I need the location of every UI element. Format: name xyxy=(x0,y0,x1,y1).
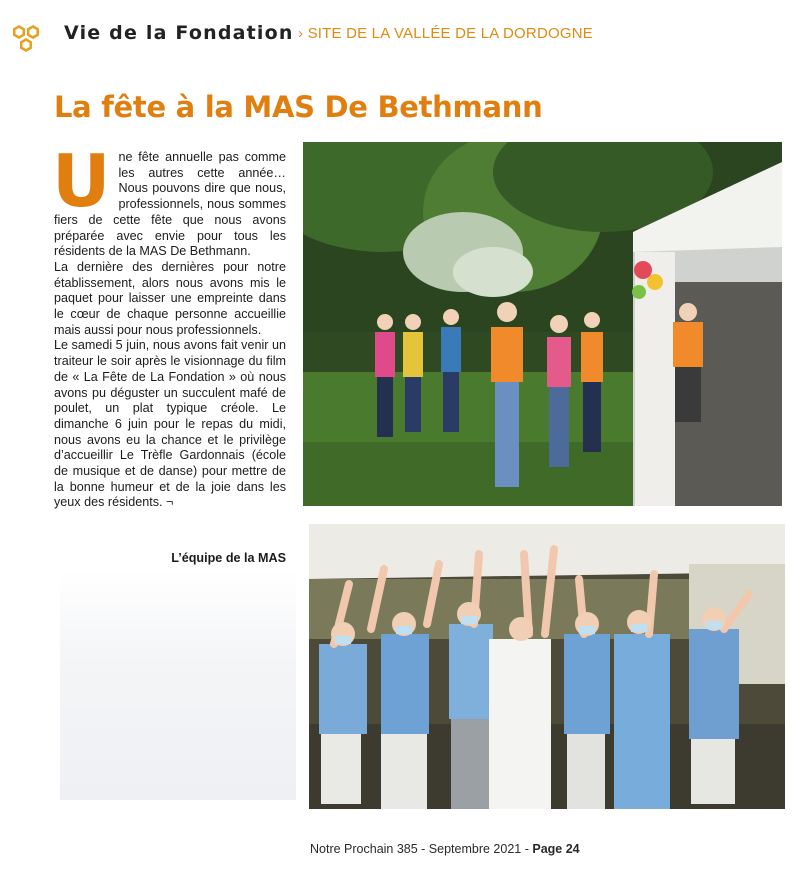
article-paragraph: La dernière des dernières pour notre établissement, alors nous avons mis le paquet pour laisser une empreinte dans le cœur de chaque personne accueillie mais aussi pour nous professionnels. xyxy=(54,259,286,337)
section-title: Vie de la Fondation xyxy=(64,22,294,44)
drop-cap: U xyxy=(52,139,111,223)
article-title: La fête à la MAS De Bethmann xyxy=(54,90,543,124)
article-body xyxy=(52,139,286,511)
honeycomb-logo-icon xyxy=(8,22,44,58)
footer-issue: Notre Prochain 385 - Septembre 2021 - xyxy=(310,842,533,856)
article-author: L’équipe de la MAS xyxy=(171,551,286,565)
photo-staff-dancing xyxy=(309,524,785,809)
photo-band-performance xyxy=(303,142,782,506)
page-footer xyxy=(310,842,580,856)
background-shade xyxy=(60,570,296,800)
site-label: › SITE DE LA VALLÉE DE LA DORDOGNE xyxy=(298,25,593,42)
article-paragraph: Le samedi 5 juin, nous avons fait venir un traiteur le soir après le visionnage du film de « La Fête de La Fondation » où nous avons pu déguster un succulent mafé de poulet, un plat typique créole. Le dimanche 6 juin pour le repas du midi, nous avons eu la chance et le privilège d’accueillir Le Trèfle Gardonnais (école de musique et de danse) pour mettre de la bonne humeur et de la joie dans les yeux des résidents. ¬ xyxy=(54,338,286,510)
footer-page-number: Page 24 xyxy=(532,842,580,856)
article-paragraph: ne fête annuelle pas comme les autres cette année… Nous pouvons dire que nous, professionnels, nous sommes fiers de cette fête que nous avons préparée avec envie pour tous les résidents de la MAS De Bethmann. xyxy=(54,150,286,259)
